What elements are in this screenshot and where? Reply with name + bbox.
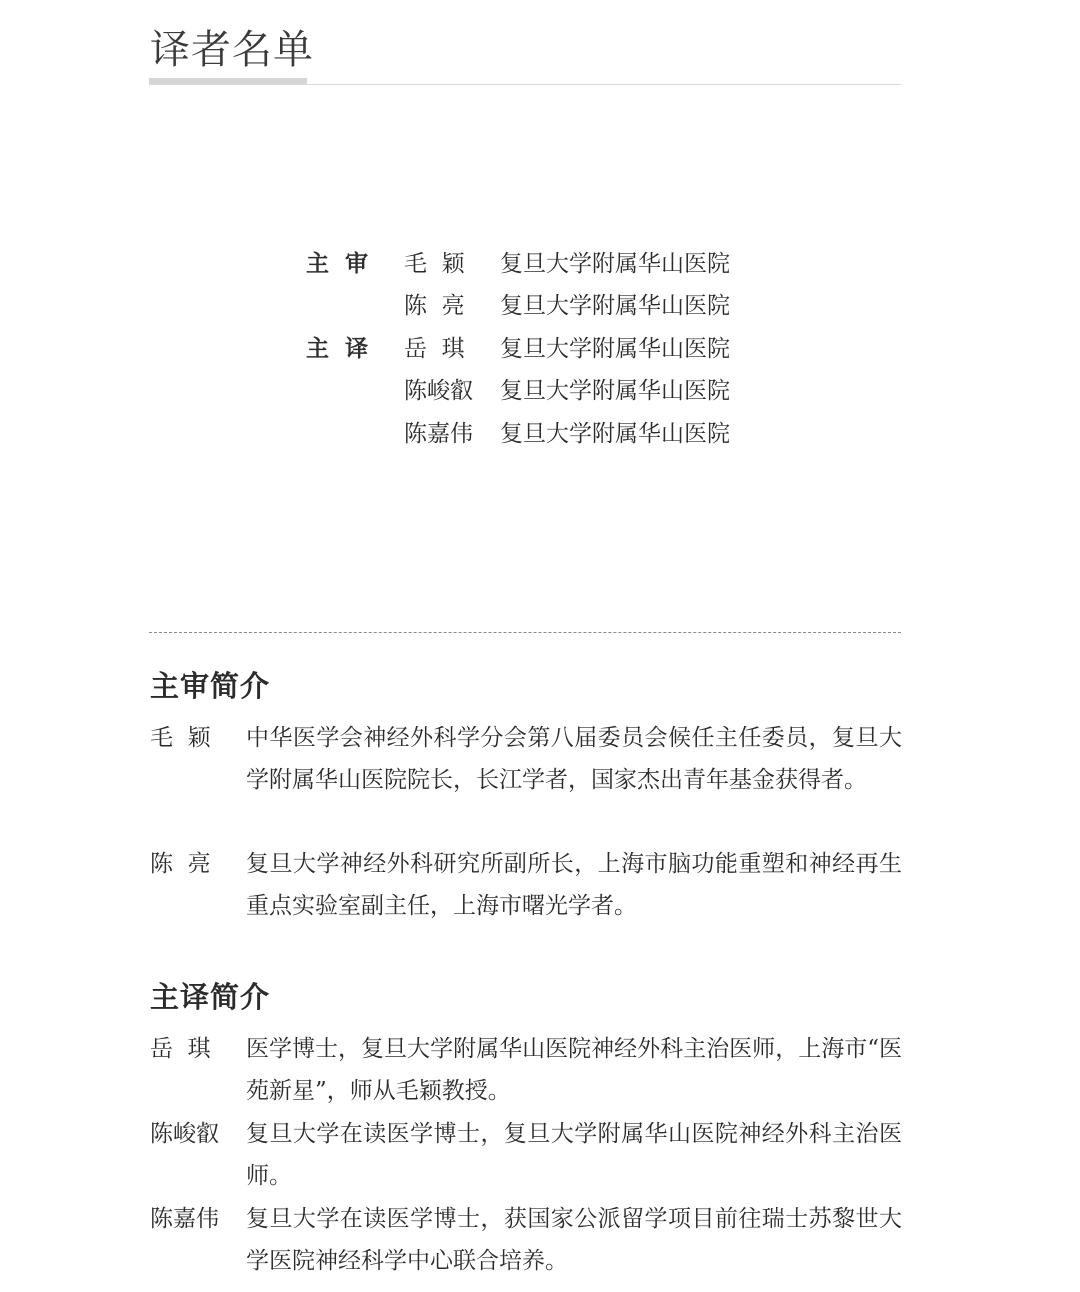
bio-name: 岳 琪 — [150, 1036, 211, 1062]
person-name: 岳 琪 — [404, 336, 465, 362]
translator-list-row — [0, 371, 1080, 411]
translator-list-row — [0, 244, 1080, 284]
bio-text: 医学博士，复旦大学附属华山医院神经外科主治医师，上海市“医苑新星”，师从毛颖教授。 — [246, 1036, 902, 1104]
translator-section-heading: 主译简介 — [150, 980, 271, 1014]
bio-name: 陈 亮 — [150, 851, 211, 877]
translator-list-row — [0, 286, 1080, 326]
title-underline-rule — [149, 84, 901, 85]
bio-text: 复旦大学在读医学博士，获国家公派留学项目前往瑞士苏黎世大学医院神经科学中心联合培养。 — [246, 1206, 902, 1274]
bio-text: 中华医学会神经外科学分会第八届委员会候任主任委员，复旦大学附属华山医院院长，长江学者，国家杰出青年基金获得者。 — [246, 725, 902, 793]
person-name: 陈峻叡 — [404, 378, 473, 404]
person-name: 毛 颖 — [404, 251, 465, 277]
institution: 复旦大学附属华山医院 — [500, 378, 730, 404]
bio-text: 复旦大学神经外科研究所副所长，上海市脑功能重塑和神经再生重点实验室副主任，上海市曙光学者。 — [246, 851, 902, 919]
institution: 复旦大学附属华山医院 — [500, 251, 730, 277]
institution: 复旦大学附属华山医院 — [500, 336, 730, 362]
person-name: 陈嘉伟 — [404, 421, 473, 447]
page-title: 译者名单 — [150, 27, 314, 73]
role-label: 主 审 — [306, 251, 369, 277]
institution: 复旦大学附属华山医院 — [500, 293, 730, 319]
reviewer-section-heading: 主审简介 — [150, 669, 271, 703]
person-name: 陈 亮 — [404, 293, 465, 319]
role-label: 主 译 — [306, 336, 369, 362]
translator-list-row — [0, 414, 1080, 454]
institution: 复旦大学附属华山医院 — [500, 421, 730, 447]
bio-name: 陈嘉伟 — [150, 1206, 219, 1232]
translator-list-row — [0, 329, 1080, 369]
bio-name: 毛 颖 — [150, 725, 211, 751]
section-divider — [149, 632, 901, 633]
bio-name: 陈峻叡 — [150, 1121, 219, 1147]
bio-text: 复旦大学在读医学博士，复旦大学附属华山医院神经外科主治医师。 — [246, 1121, 902, 1189]
